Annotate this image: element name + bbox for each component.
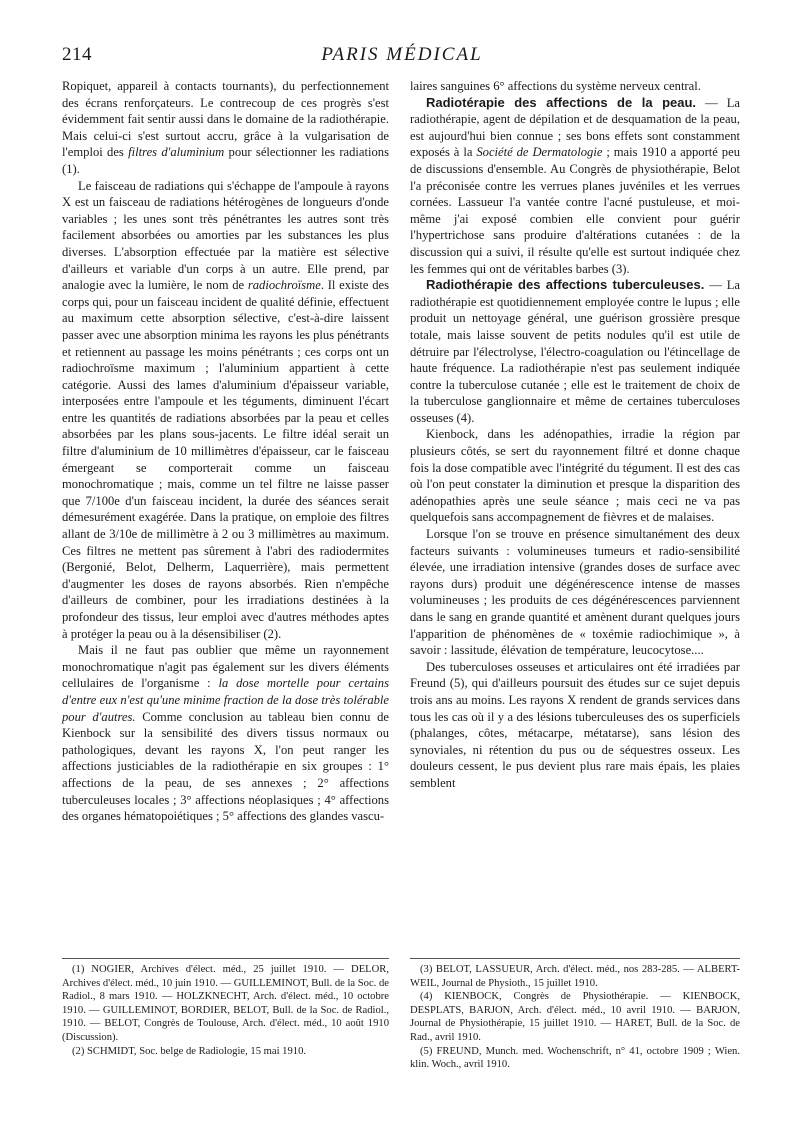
- footnote: (3) BELOT, LASSUEUR, Arch. d'élect. méd., nos 283-285. — ALBERT-WEIL, Journal de Physioth., 15 juillet 1910.: [410, 964, 740, 989]
- page-number: 214: [62, 44, 92, 65]
- left-column: [62, 78, 389, 825]
- page-header: [62, 44, 742, 72]
- footnotes-right: [410, 963, 740, 1072]
- paragraph: Lorsque l'on se trouve en présence simultanément des deux facteurs suivants : volumineuses tumeurs et radio-sensibilité élevée, une irradiation intensive (grandes doses de surface avec rayons durs) produit une dégénérescence intense de masses volumineuses ; les produits de ces dégénérescences parviennent dans le sang en grande quantité et amènent durant quelques jours l'apparition de phénomènes de « toxémie radiochimique », à savoir : lassitude, élévation de température, leucocytose....: [410, 527, 740, 658]
- footnote-divider: [62, 958, 389, 959]
- running-title: PARIS MÉDICAL: [321, 44, 483, 65]
- section-skin: Radiotérapie des affections de la peau. — La radiothérapie, agent de dépilation et de desquamation de la peau, est aujourd'hui bien connue ; ses bons effets sont constamment exposés à la Société de Dermatologie ; mais 1910 a apporté peu de discussions d'ensemble. Au Congrès de physiothérapie, Belot l'a préconisée contre les verrues planes juvéniles et les verrues cornées. Lassueur l'a vantée contre l'acné pustuleuse, et moi-même j'ai exposé combien elle convient pour guérir l'hypertrichose sans produire d'altérations cutanées : de la discussion qui a suivi, il résulte qu'elle est surtout indiquée chez les femmes qui ont de véritables barbes (3).: [410, 94, 740, 276]
- paragraph: Mais il ne faut pas oublier que même un rayonnement monochromatique n'agit pas également sur les divers éléments cellulaires de l'organisme : la dose mortelle pour certains d'entre eux n'est qu'une minime fraction de la dose très tolérable pour d'autres. Comme conclusion au tableau bien connu de Kienbock sur la sensibilité des divers tissus normaux ou pathologiques, devant les rayons X, l'on peut ranger les affections justiciables de la radiothérapie en six groupes : 1° affections de la peau, de ses annexes ; 2° affections tuberculeuses locales ; 3° affections néoplasiques ; 4° affections des organes hématopoiétiques ; 5° affections des glandes vascu-: [62, 643, 389, 824]
- footnote: (4) KIENBOCK, Congrès de Physiothérapie. — KIENBOCK, DESPLATS, BARJON, Arch. d'élect. méd., 10 avril 1910. — BARJON, Journal de Physiothérapie, 15 juillet 1910. — HARET, Bull. de la Soc. de Rad., avril 1910.: [410, 991, 740, 1043]
- paragraph: Des tuberculoses osseuses et articulaires ont été irradiées par Freund (5), qui d'ailleurs poursuit des études sur ce sujet depuis trois ans au moins. Les rayons X rendent de grands services dans tous les cas où il y a des lésions tuberculeuses des os superficiels (phalanges, côtes, métacarpe, métatarse), sans lésion des synoviales, ni rétention du pus ou de séquestres osseux. Les douleurs cessent, le pus devient plus rare mais épais, les plaies semblent: [410, 659, 740, 790]
- footnote: (5) FREUND, Munch. med. Wochenschrift, n° 41, octobre 1909 ; Wien. klin. Woch., avril 1910.: [410, 1045, 740, 1071]
- paragraph: Kienbock, dans les adénopathies, irradie la région par plusieurs côtés, se sert du rayonnement filtré et donne chaque fois la dose compatible avec l'intégrité du tégument. Il est des cas où l'on peut constater la diminution et presque la disparition des adénopathies après une seule séance ; mais ceci ne va pas quelquefois sans accompagnement de fièvres et de malaises.: [410, 427, 740, 525]
- section-tuberculosis: Radiothérapie des affections tuberculeuses. — La radiothérapie est quotidiennement employée contre le lupus ; elle produit un nettoyage général, une guérison grossière presque totale, mais laisse souvent de petits nodules qu'il est utile de détruire par l'électrolyse, l'électro-coagulation ou l'étincellage de haute fréquence. La radiothérapie n'est pas seulement indiquée contre la tuberculose cutanée ; elle est le traitement de choix de la tuberculose ganglionnaire et même de certaines tuberculoses osseuses (4).: [410, 277, 740, 425]
- paragraph: laires sanguines 6° affections du système nerveux central.: [410, 79, 701, 93]
- footnotes-left: [62, 963, 389, 1058]
- right-column: [410, 78, 740, 792]
- footnote: (1) NOGIER, Archives d'élect. méd., 25 juillet 1910. — DELOR, Archives d'élect. méd., 10 juin 1910. — GUILLEMINOT, Bull. de la Soc. de Radiol., 8 mars 1910. — HOLZKNECHT, Arch. d'élect. méd., 10 octobre 1910. — GUILLEMINOT, BORDIER, BELOT, Bull. de la Soc. de Radiol., 1910. — BELOT, Congrès de Toulouse, Arch. d'élect. méd., 10 août 1910 (Discussion).: [62, 964, 389, 1043]
- section-title: Radiotérapie des affections de la peau.: [426, 94, 697, 110]
- footnote-divider: [410, 958, 740, 959]
- footnote: (2) SCHMIDT, Soc. belge de Radiologie, 15 mai 1910.: [72, 1045, 307, 1057]
- paragraph: Ropiquet, appareil à contacts tournants), du perfectionnement des écrans renforçateurs. Le contrecoup de ces progrès s'est évidemment fait sentir aussi dans le domaine de la radiothérapie. Mais celui-ci s'est surtout accru, grâce à la vulgarisation de l'emploi des filtres d'aluminium pour sélectionner les radiations (1).: [62, 79, 390, 176]
- section-title: Radiothérapie des affections tuberculeuses.: [426, 277, 705, 293]
- paragraph: Le faisceau de radiations qui s'échappe de l'ampoule à rayons X est un faisceau de radiations hétérogènes de longueurs d'onde variables ; les unes sont très pénétrantes les autres sont très facilement absorbées ou amorties par les substances les plus diverses. L'absorption effectuée par la matière est sélective d'ailleurs et variable d'un corps à un autre. Elle prend, par analogie avec la lumière, le nom de radiochroïsme. Il existe des corps qui, pour un faisceau incident de qualité définie, effectuent au maximum cette absorption sélective, c'est-à-dire laissent passer avec une absorption minima les rayons les plus pénétrants et retiennent au passage les moins pénétrants ; ces corps ont un radiochroïsme maximum ; l'aluminium appartient à cette catégorie. Aussi des lames d'aluminium d'épaisseur variable, interposées entre l'ampoule et les téguments, diminuent l'écart entre les quantités de radiations absorbées par la peau et celles absorbées par les plans sous-jacents. Le filtre idéal serait un filtre d'aluminium de 10 millimètres d'épaisseur, car le faisceau émergeant se comporterait comme un faisceau monochromatique ; mais, comme un tel filtre ne laisse passer que 7/100e d'un faisceau incident, la durée des séances serait démesurément exagérée. Dans la pratique, on emploie des filtres allant de 3/10e de millimètre à 2 ou 3 millimètres au maximum. Ces filtres ne mettent pas sûrement à l'abri des radiodermites (Bergonié, Belot, Delherm, Laquerrière), mais permettent d'augmenter les doses de rayons absorbés. Rien n'empêche d'ailleurs de combiner, pour les irradiations destinées à la profondeur des tissus, leur emploi avec d'autres méthodes aptes à protéger la peau ou à la désensibiliser (2).: [62, 178, 390, 641]
